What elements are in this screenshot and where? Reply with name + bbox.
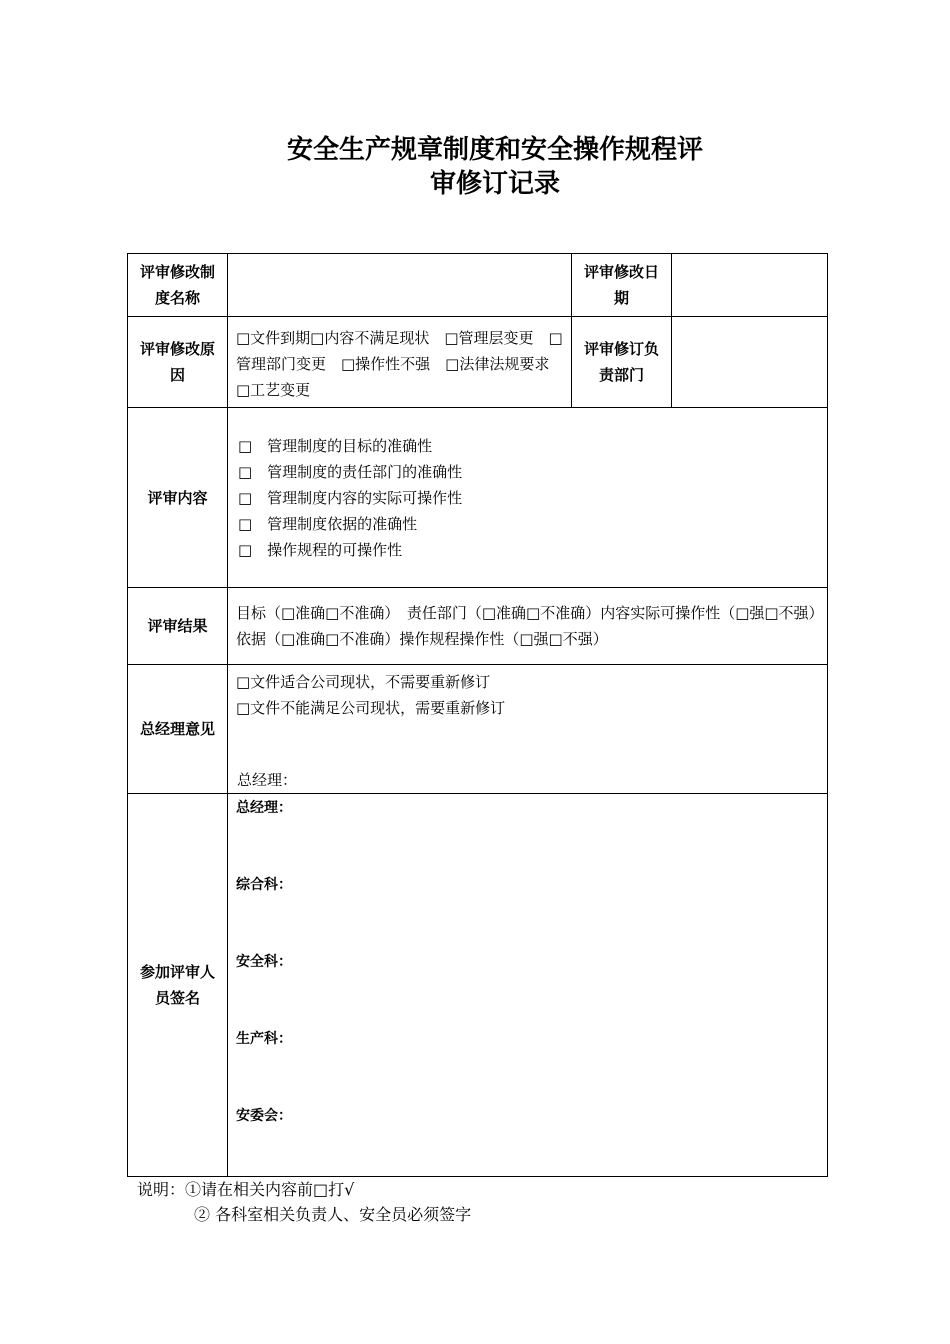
- signatures-cell: [228, 794, 828, 1177]
- content-label: 评审内容: [128, 408, 228, 588]
- dept-field[interactable]: [672, 317, 828, 408]
- sig-general-manager[interactable]: 总经理：: [236, 800, 292, 816]
- note-line-2: ② 各科室相关负责人、安全员必须签字: [194, 1205, 472, 1224]
- row-gm-opinion: [128, 665, 828, 794]
- row-result: [128, 588, 828, 665]
- result-label: 评审结果: [128, 588, 228, 665]
- dept-label: 评审修订负责部门: [572, 317, 672, 408]
- name-field[interactable]: [228, 254, 572, 317]
- row-reason-dept: [128, 317, 828, 408]
- title-line-1: 安全生产规章制度和安全操作规程评: [286, 135, 703, 165]
- reason-options[interactable]: □文件到期□内容不满足现状 □管理层变更 □管理部门变更 □操作性不强 □法律法规要求 □工艺变更: [228, 317, 572, 408]
- sig-production-dept[interactable]: 生产科：: [236, 1031, 292, 1047]
- row-content: [128, 408, 828, 588]
- sig-general-affairs[interactable]: 综合科：: [236, 877, 292, 893]
- content-item-1[interactable]: □ 管理制度的目标的准确性: [238, 436, 433, 455]
- reason-label: 评审修改原因: [128, 317, 228, 408]
- content-item-4[interactable]: □ 管理制度依据的准确性: [238, 514, 418, 533]
- content-items: [228, 408, 828, 588]
- page-title: [0, 133, 950, 201]
- notes: [137, 1177, 471, 1227]
- review-form-table: [127, 253, 828, 1177]
- result-options[interactable]: 目标（□准确□不准确） 责任部门（□准确□不准确）内容实际可操作性（□强□不强）依据（□准确□不准确）操作规程操作性（□强□不强）: [228, 588, 828, 665]
- gm-option-2[interactable]: □文件不能满足公司现状，需要重新修订: [236, 699, 506, 717]
- row-name-date: [128, 254, 828, 317]
- gm-option-1[interactable]: □文件适合公司现状，不需要重新修订: [236, 673, 491, 691]
- content-item-3[interactable]: □ 管理制度内容的实际可操作性: [238, 488, 463, 507]
- sig-safety-dept[interactable]: 安全科：: [236, 954, 292, 970]
- sig-safety-committee[interactable]: 安委会：: [236, 1108, 292, 1124]
- date-field[interactable]: [672, 254, 828, 317]
- note-line-1: 说明：①请在相关内容前□打√: [137, 1180, 355, 1199]
- gm-opinion-cell: [228, 665, 828, 794]
- row-signatures: [128, 794, 828, 1177]
- gm-opinion-label: 总经理意见: [128, 665, 228, 794]
- content-item-2[interactable]: □ 管理制度的责任部门的准确性: [238, 462, 463, 481]
- date-label: 评审修改日期: [572, 254, 672, 317]
- signatures-label: 参加评审人员签名: [128, 794, 228, 1177]
- content-item-5[interactable]: □ 操作规程的可操作性: [238, 540, 403, 559]
- name-label: 评审修改制度名称: [128, 254, 228, 317]
- title-line-2: 审修订记录: [429, 169, 560, 199]
- gm-sign-label: 总经理：: [237, 771, 298, 789]
